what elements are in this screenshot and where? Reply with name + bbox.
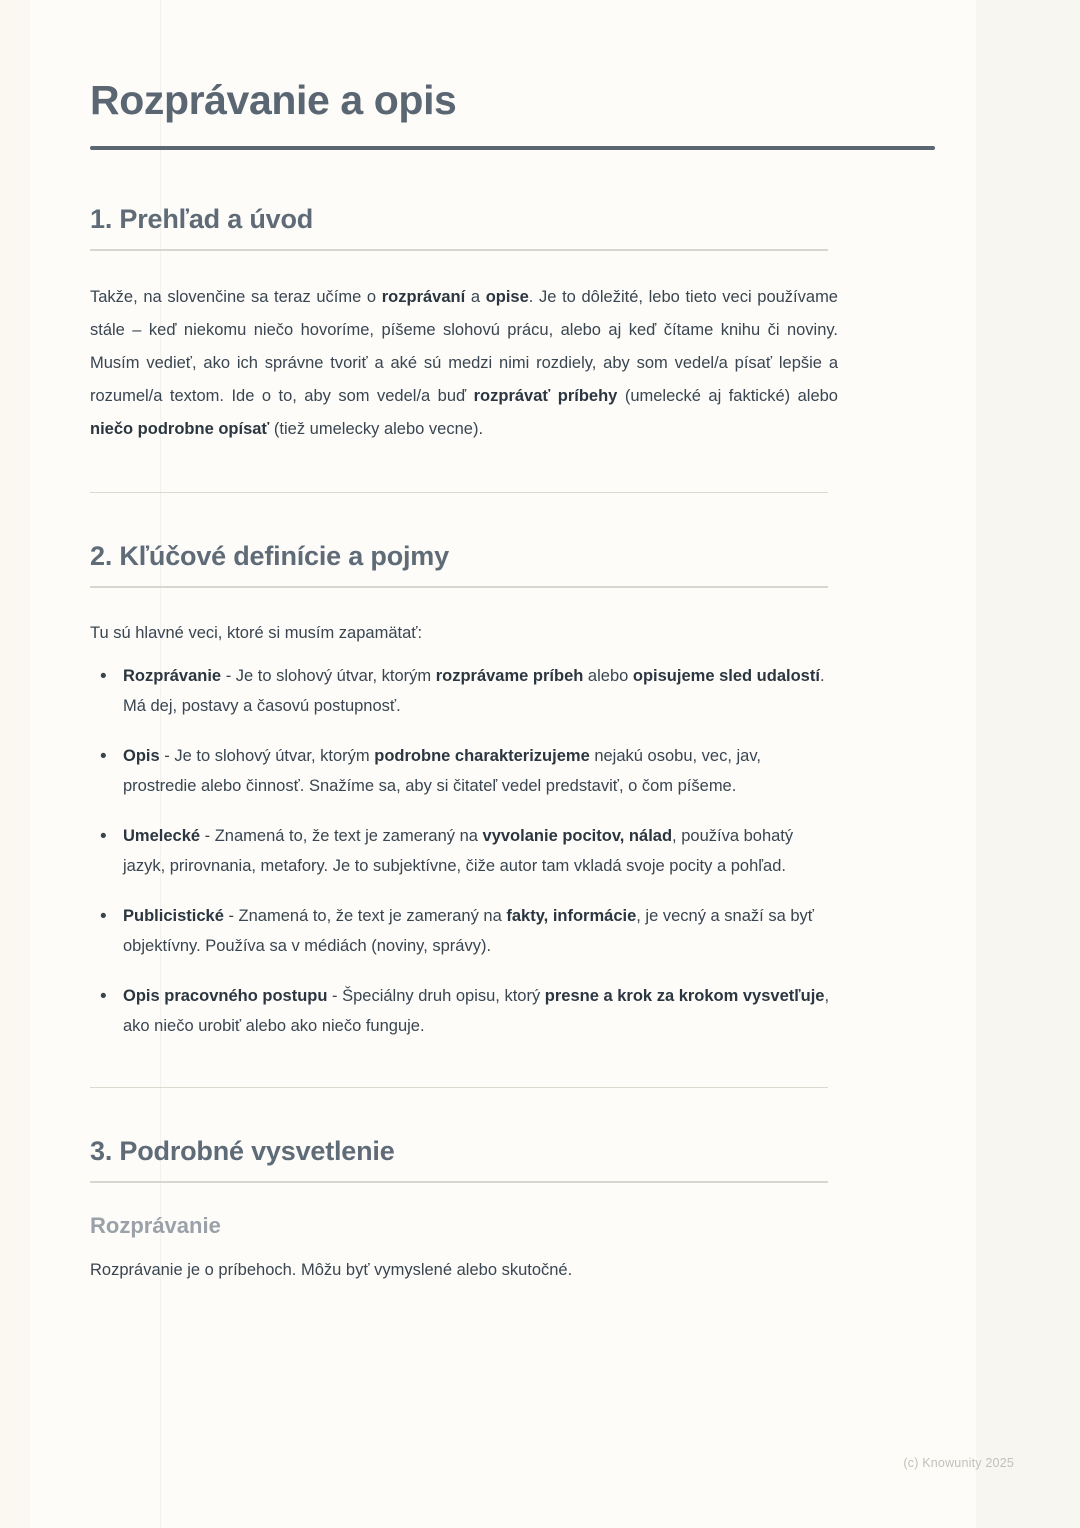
- section-divider-3: [90, 1181, 828, 1183]
- section-overview: [90, 204, 838, 446]
- list-item: • Rozprávanie - Je to slohový útvar, ktorým rozprávame príbeh alebo opisujeme sled udalostí. Má dej, postavy a časovú postupnosť.: [90, 661, 838, 721]
- section-heading-1: 1. Prehľad a úvod: [90, 203, 314, 234]
- list-item: • Opis pracovného postupu - Špeciálny druh opisu, ktorý presne a krok za krokom vysvetľuje, ako niečo urobiť alebo ako niečo funguje.: [90, 981, 838, 1041]
- section-3-paragraph: Rozprávanie je o príbehoch. Môžu byť vymyslené alebo skutočné.: [90, 1261, 573, 1280]
- section-heading-2: 2. Kľúčové definície a pojmy: [90, 540, 449, 571]
- document-content: [90, 78, 838, 1299]
- section-divider-1: [90, 249, 828, 251]
- section-2-lead: Tu sú hlavné veci, ktoré si musím zapamätať:: [90, 623, 423, 642]
- copyright-note: (c) Knowunity 2025: [903, 1456, 1014, 1470]
- content-divider-1: [90, 492, 828, 493]
- section-1-paragraph: Takže, na slovenčine sa teraz učíme o rozprávaní a opise. Je to dôležité, lebo tieto veci používame stále – keď niekomu niečo hovoríme, píšeme slohovú prácu, alebo aj keď čítame knihu či noviny. Musím vedieť, ako ich správne tvoriť a aké sú medzi nimi rozdiely, aby som vedel/a písať lepšie a rozumel/a textom. Ide o to, aby som vedel/a buď rozprávať príbehy (umelecké aj faktické) alebo niečo podrobne opísať (tiež umelecky alebo vecne).: [90, 287, 838, 438]
- page-right-margin: [976, 0, 1080, 1528]
- list-item: • Publicistické - Znamená to, že text je zameraný na fakty, informácie, je vecný a snaží sa byť objektívny. Používa sa v médiách (noviny, správy).: [90, 901, 838, 961]
- list-item: • Umelecké - Znamená to, že text je zameraný na vyvolanie pocitov, nálad, používa bohatý jazyk, prirovnania, metafory. Je to subjektívne, čiže autor tam vkladá svoje pocity a pohľad.: [90, 821, 838, 881]
- page-left-margin: [0, 0, 30, 1528]
- content-divider-2: [90, 1087, 828, 1088]
- section-divider-2: [90, 586, 828, 588]
- page-title: Rozprávanie a opis: [90, 77, 457, 123]
- definitions-list: [90, 661, 838, 1041]
- list-item: • Opis - Je to slohový útvar, ktorým podrobne charakterizujeme nejakú osobu, vec, jav, prostredie alebo činnosť. Snažíme sa, aby si čitateľ vedel predstaviť, o čom píšeme.: [90, 741, 838, 801]
- title-divider: [90, 146, 935, 150]
- section-heading-3: 3. Podrobné vysvetlenie: [90, 1136, 395, 1167]
- section-detailed-explanation: [90, 1136, 838, 1286]
- section-definitions: [90, 541, 838, 1042]
- subsection-heading-rozpravanie: Rozprávanie: [90, 1213, 221, 1239]
